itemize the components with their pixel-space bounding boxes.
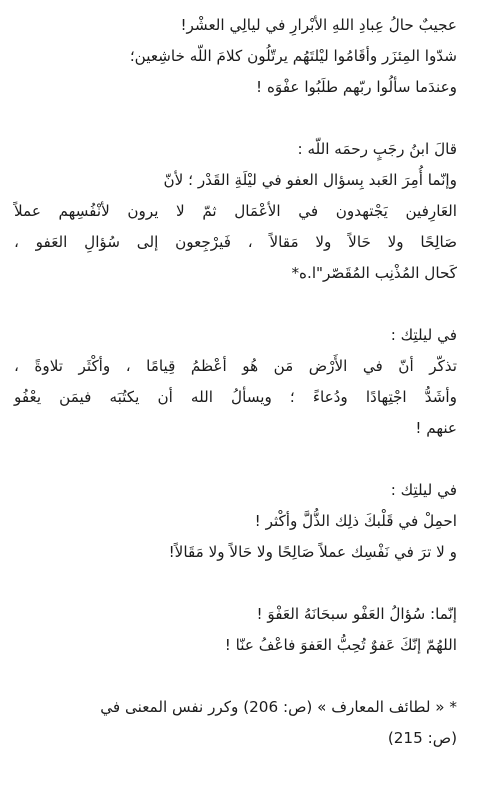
- spacer: [14, 444, 457, 475]
- quote-line: صَالِحًا ولا حَالاً ولا مَقالاً ، فَيرْجِعون إلى سُؤالِ العَفو ،: [14, 233, 457, 251]
- night-two-line: احمِلْ في قَلْبكَ ذلِك الذُّلَّ وأكْثر !: [254, 512, 457, 530]
- night-one-paragraph: [14, 320, 457, 444]
- dua-paragraph: [14, 599, 457, 661]
- intro-paragraph: [14, 10, 457, 103]
- spacer: [14, 289, 457, 320]
- night-one-line: تذكّر أنّ في الأَرْض مَن هُو أعْظمُ قِيامًا ، وأكْثَر تلاوةً ،: [14, 357, 457, 375]
- night-one-line: وأشَدُّ اجْتِهادًا ودُعاءً ؛ ويسألُ الله أن يكتُبَه فيمَن يعْفُو: [14, 388, 457, 406]
- night-one-heading: في ليلتِك :: [390, 326, 457, 344]
- quote-line: كَحال المُذْنِب المُقَصّر"ا.ه*: [291, 264, 457, 282]
- spacer: [14, 103, 457, 134]
- dua-line: إنّما: سُؤالُ العَفْو سبحَانَهُ العَفْوَ !: [256, 605, 457, 623]
- night-one-line: عنهم !: [415, 419, 457, 437]
- spacer: [14, 661, 457, 692]
- footnote: [14, 692, 457, 754]
- dua-line: اللهُمّ إنّكَ عَفوٌ تُحِبُّ العَفوَ فاعْفُ عنّا !: [224, 636, 457, 654]
- spacer: [14, 568, 457, 599]
- intro-line: عجيبٌ حالُ عِبادِ اللهِ الأبْرارِ في ليالِي العشْر!: [180, 16, 457, 34]
- quote-line: العَارِفين يَجْتهدون في الأعْمَال ثمّ لا يرون لأنْفُسِهم عملاً: [14, 202, 457, 220]
- footnote-line: (ص: 215): [387, 729, 457, 747]
- intro-line: شدّوا المِئزَر وأقَامُوا ليْلتَهُم يرتّلُون كلامَ اللّه خاشِعين؛: [129, 47, 457, 65]
- footnote-line: * « لطائف المعارف » (ص: 206) وكرر نفس المعنى في: [100, 698, 457, 716]
- quote-paragraph: [14, 134, 457, 289]
- night-two-heading: في ليلتِك :: [390, 481, 457, 499]
- quote-heading: قالَ ابنُ رجَبٍ رحمَه اللّه :: [297, 140, 457, 158]
- quote-line: وإنّما أُمِرَ العَبد بِسؤال العفو في ليْلَةِ القَدْر ؛ لأنّ: [163, 171, 457, 189]
- intro-line: وعندَما سألُوا ربّهم طلَبُوا عفْوَه !: [256, 78, 457, 96]
- night-two-line: و لا ترَ في نَفْسِك عملاً صَالِحًا ولا حَالاً ولا مَقَالاً!: [168, 543, 457, 561]
- night-two-paragraph: [14, 475, 457, 568]
